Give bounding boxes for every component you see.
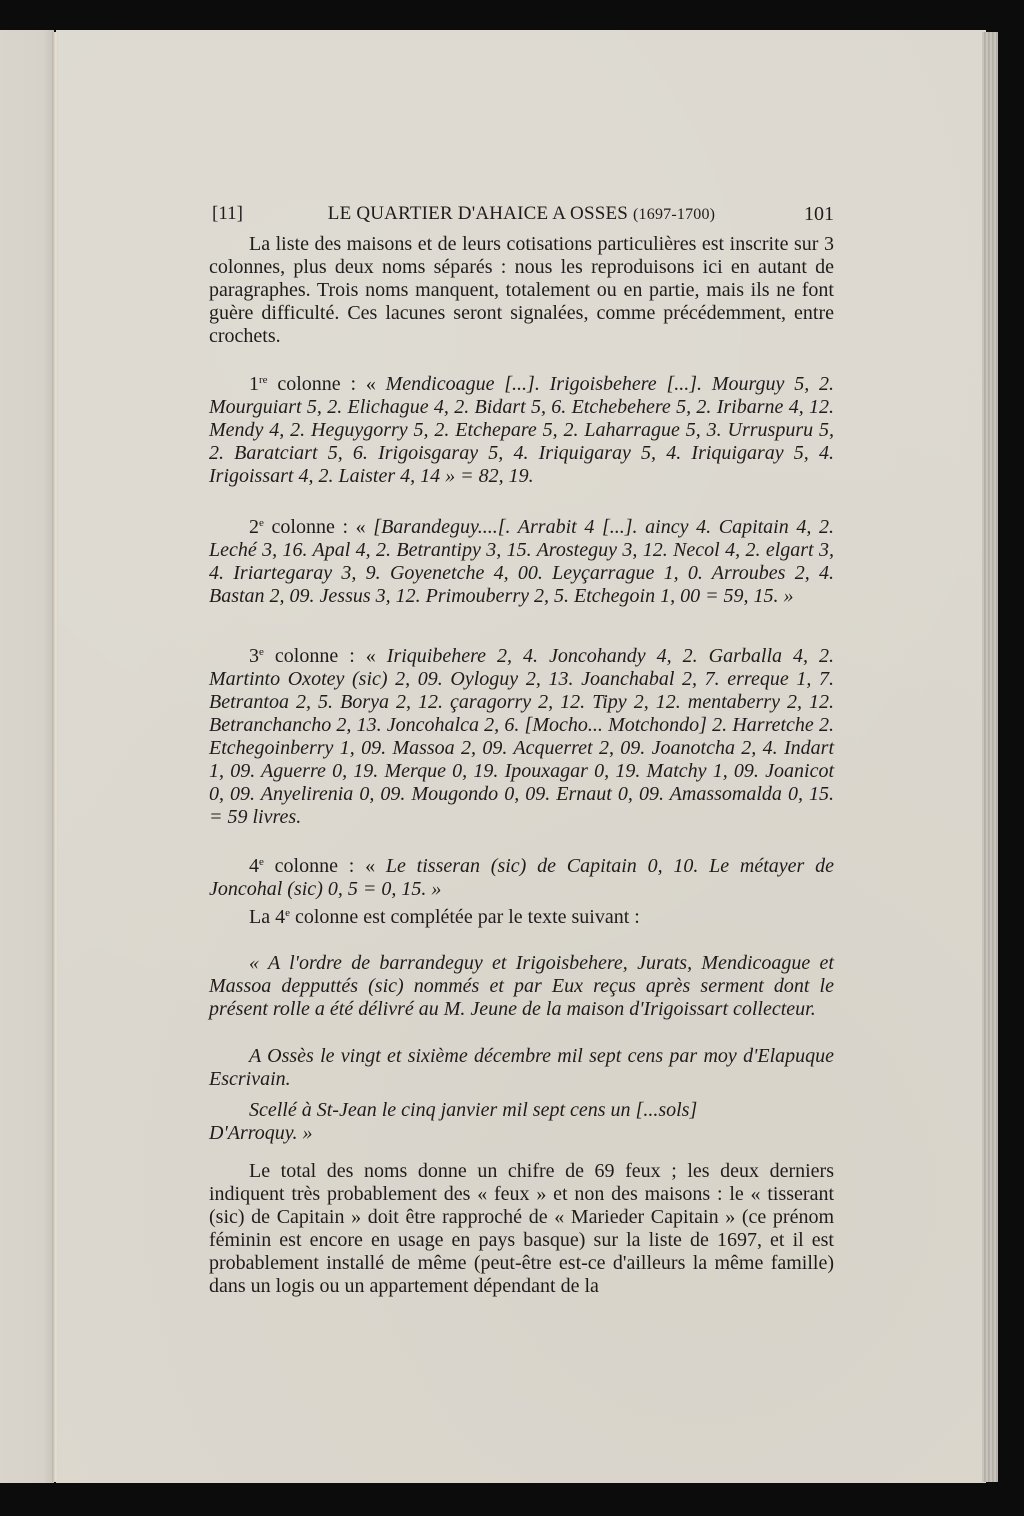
running-title-years: (1697-1700) [633,206,716,223]
column-4-label: colonne : « [263,855,386,877]
column-1-label: colonne : « [267,373,386,395]
column-4-ordinal: e [259,856,264,868]
column-1-list: Mendicoague [...]. Irigoisbehere [...]. Mourguy 5, 2. Mourguiart 5, 2. Elichague 4, 2. Bidart 5, 6. Etchebehere 5, 2. Iribarne 4, 12. Mendy 4, 2. Heguygorry 5, 2. Etchepare 5, 2. Laharrague 5, 3. Urruspuru 5, 2. Baratciart 5, 6. Irigoisgaray 5, 4. Iriquigaray 5, 4. Iriquigaray 5, 4. Irigoissart 4, 2. Laister 4, 14 » = 82, 19. [209,373,834,487]
section-number: [11] [212,203,243,224]
intro-paragraph: La liste des maisons et de leurs cotisations particulières est inscrite sur 3 colonnes, plus deux noms séparés : nous les reproduisons ici en autant de paragraphes. Trois noms manquent, totalement ou en partie, mais ils ne font guère difficulté. Ces lacunes seront signalées, comme précédemment, entre crochets. [209,233,834,347]
column-3-number: 3 [249,645,259,667]
column-3-list: Iriquibehere 2, 4. Joncohandy 4, 2. Garballa 4, 2. Martinto Oxotey (sic) 2, 09. Oyloguy 2, 13. Joanchabal 2, 7. erreque 1, 7. Betrantoa 2, 5. Borya 2, 12. çaragorry 2, 12. Tipy 2, 12. mentaberry 2, 12. Betranchancho 2, 13. Joncohalca 2, 6. [Mocho... Motchondo] 2. Harretche 2. Etchegoinberry 1, 09. Massoa 2, 09. Acquerret 2, 09. Joanotcha 2, 4. Indart 1, 09. Aguerre 0, 19. Merque 0, 19. Ipouxagar 0, 19. Matchy 1, 09. Joanicot 0, 09. Anyelirenia 0, 09. Mougondo 0, 09. Ernaut 0, 09. Amassomalda 0, 15. = 59 livres. [209,645,835,828]
column-4-note-before: La 4 [249,906,286,928]
left-page-edge [0,30,54,1483]
page-number: 101 [804,203,834,225]
running-title [209,200,834,229]
column-1-paragraph [209,373,834,488]
column-4-list: Le tisseran (sic) de Capitain 0, 10. Le métayer de Joncohal (sic) 0, 5 = 0, 15. » [209,855,834,900]
column-2-list: [Barandeguy....[. Arrabit 4 [...]. aincy 4. Capitain 4, 2. Leché 3, 16. Apal 4, 2. Betrantipy 3, 15. Arosteguy 3, 12. Necol 4, 2. elgart 3, 4. Iriartegaray 3, 9. Goyenetche 4, 00. Leyçarrague 1, 0. Arroubes 2, 4. Bastan 2, 09. Jessus 3, 12. Primouberry 2, 5. Etchegoin 1, 00 = 59, 15. » [209,516,834,607]
column-2-number: 2 [249,516,259,538]
page-stack-edges [982,32,998,1482]
column-2-ordinal: e [259,517,264,529]
column-3-label: colonne : « [263,645,387,667]
signature: D'Arroquy. » [209,1122,313,1144]
running-title-text: LE QUARTIER D'AHAICE A OSSES [327,203,629,224]
quoted-text-1: « A l'ordre de barrandeguy et Irigoisbehere, Jurats, Mendicoague et Massoa depputtés (sic) nommés et par Eux reçus après serment dont le présent rolle a été délivré au M. Jeune de la maison d'Irigoissart collecteur. [209,952,834,1020]
column-1-number: 1 [249,373,259,395]
column-3-ordinal: e [259,646,264,658]
quoted-text-3: Scellé à St-Jean le cinq janvier mil sept cens un [...sols] [249,1099,698,1121]
column-4-note [209,906,834,929]
book-gutter [52,32,58,1482]
column-4-note-ordinal: e [285,907,290,919]
column-4-number: 4 [249,855,259,877]
book-page [56,30,986,1483]
column-4-note-after: colonne est complétée par le texte suivant : [289,906,640,928]
column-3-paragraph [209,645,834,829]
conclusion-paragraph: Le total des noms donne un chifre de 69 feux ; les deux derniers indiquent très probablement des « feux » et non des maisons : le « tisserant (sic) de Capitain » doit être rapproché de « Marieder Capitain » (ce prénom féminin est encore en usage en pays basque) sur la liste de 1697, et il est probablement installé de même (peut-être est-ce d'ailleurs la même famille) dans un logis ou un appartement dépendant de la [209,1160,834,1297]
column-2-paragraph [209,516,834,608]
column-1-ordinal: re [259,374,268,386]
quoted-text-2: A Ossès le vingt et sixième décembre mil sept cens par moy d'Elapuque Escrivain. [209,1045,834,1090]
column-2-label: colonne : « [263,516,374,538]
column-4-paragraph [209,855,834,901]
running-header [209,200,834,228]
